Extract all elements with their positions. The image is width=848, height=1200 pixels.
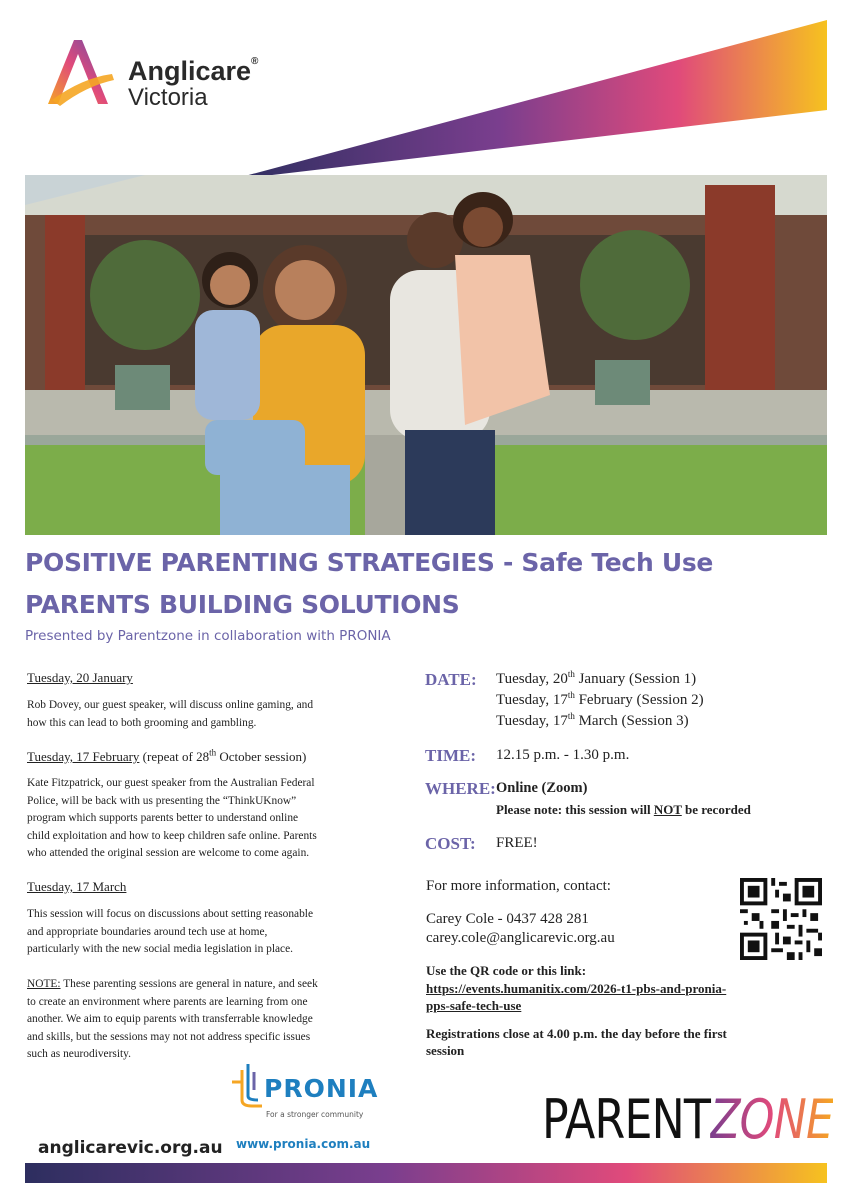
session3-heading: Tuesday, 17 March xyxy=(27,879,127,894)
cost-value: FREE! xyxy=(496,835,538,851)
time-value: 12.15 p.m. - 1.30 p.m. xyxy=(496,747,630,763)
session1-desc: Rob Dovey, our guest speaker, will discuss online gaming, and how this can lead to both grooming and gambling. xyxy=(27,699,314,729)
note-paragraph: NOTE: These parenting sessions are general in nature, and seek to create an environment where parents are learning from one another. We aim to equip parents with transferrable knowledge and skills, but the sessions may not not address specific issues such as neurodiversity. xyxy=(27,978,318,1060)
session2-desc: Kate Fitzpatrick, our guest speaker from the Australian Federal Police, will be back with us presenting the “ThinkUKnow” program which supports parents better to understand online child exploitation and how to keep children safe online. Parents who attended the original session are welcome to come again. xyxy=(27,777,317,859)
where-label: WHERE: xyxy=(425,779,496,798)
session3-desc: This session will focus on discussions about setting reasonable and appropriate boundaries around tech use at home, particularly with the new social media legislation in place. xyxy=(27,908,314,955)
presented-by: Presented by Parentzone in collaboration with PRONIA xyxy=(25,628,391,644)
anglicare-logo: Anglicare® Victoria xyxy=(40,34,270,114)
pronia-tagline: For a stronger community xyxy=(266,1110,364,1119)
time-label: TIME: xyxy=(425,746,476,765)
page-subtitle: PARENTS BUILDING SOLUTIONS xyxy=(25,590,460,619)
cost-label: COST: xyxy=(425,834,476,853)
registration-link[interactable]: https://events.humanitix.com/2026-t1-pbs-and-pronia- pps-safe-tech-use xyxy=(426,981,727,1013)
contact-name: Carey Cole - 0437 428 281 xyxy=(426,911,589,927)
pronia-wordmark: PRONIA xyxy=(264,1074,379,1103)
contact-email[interactable]: carey.cole@anglicarevic.org.au xyxy=(426,930,615,946)
pronia-mark-icon xyxy=(228,1060,268,1110)
anglicare-url[interactable]: anglicarevic.org.au xyxy=(38,1138,223,1158)
pronia-logo xyxy=(228,1060,378,1120)
recording-note: Please note: this session will NOT be recorded xyxy=(496,802,751,817)
qr-code-icon[interactable] xyxy=(740,878,822,960)
anglicare-mark-icon xyxy=(42,34,122,110)
pronia-url[interactable]: www.pronia.com.au xyxy=(236,1137,371,1151)
qr-label: Use the QR code or this link: xyxy=(426,963,587,978)
page-title: POSITIVE PARENTING STRATEGIES - Safe Tech Use xyxy=(25,548,714,577)
parentzone-logo: PARENTZONE xyxy=(542,1088,834,1151)
registration-close: Registrations close at 4.00 p.m. the day before the first session xyxy=(426,1026,727,1058)
where-value: Online (Zoom) xyxy=(496,780,588,796)
date-values: Tuesday, 20th January (Session 1) Tuesday, 17th February (Session 2) Tuesday, 17th March (Session 3) xyxy=(496,669,704,729)
footer-gradient-bar xyxy=(25,1163,827,1183)
info-text: For more information, contact: xyxy=(426,878,611,894)
session2-heading: Tuesday, 17 February (repeat of 28th October session) xyxy=(27,747,307,764)
session1-heading: Tuesday, 20 January xyxy=(27,670,133,685)
family-photo xyxy=(25,175,827,535)
date-label: DATE: xyxy=(425,670,477,689)
